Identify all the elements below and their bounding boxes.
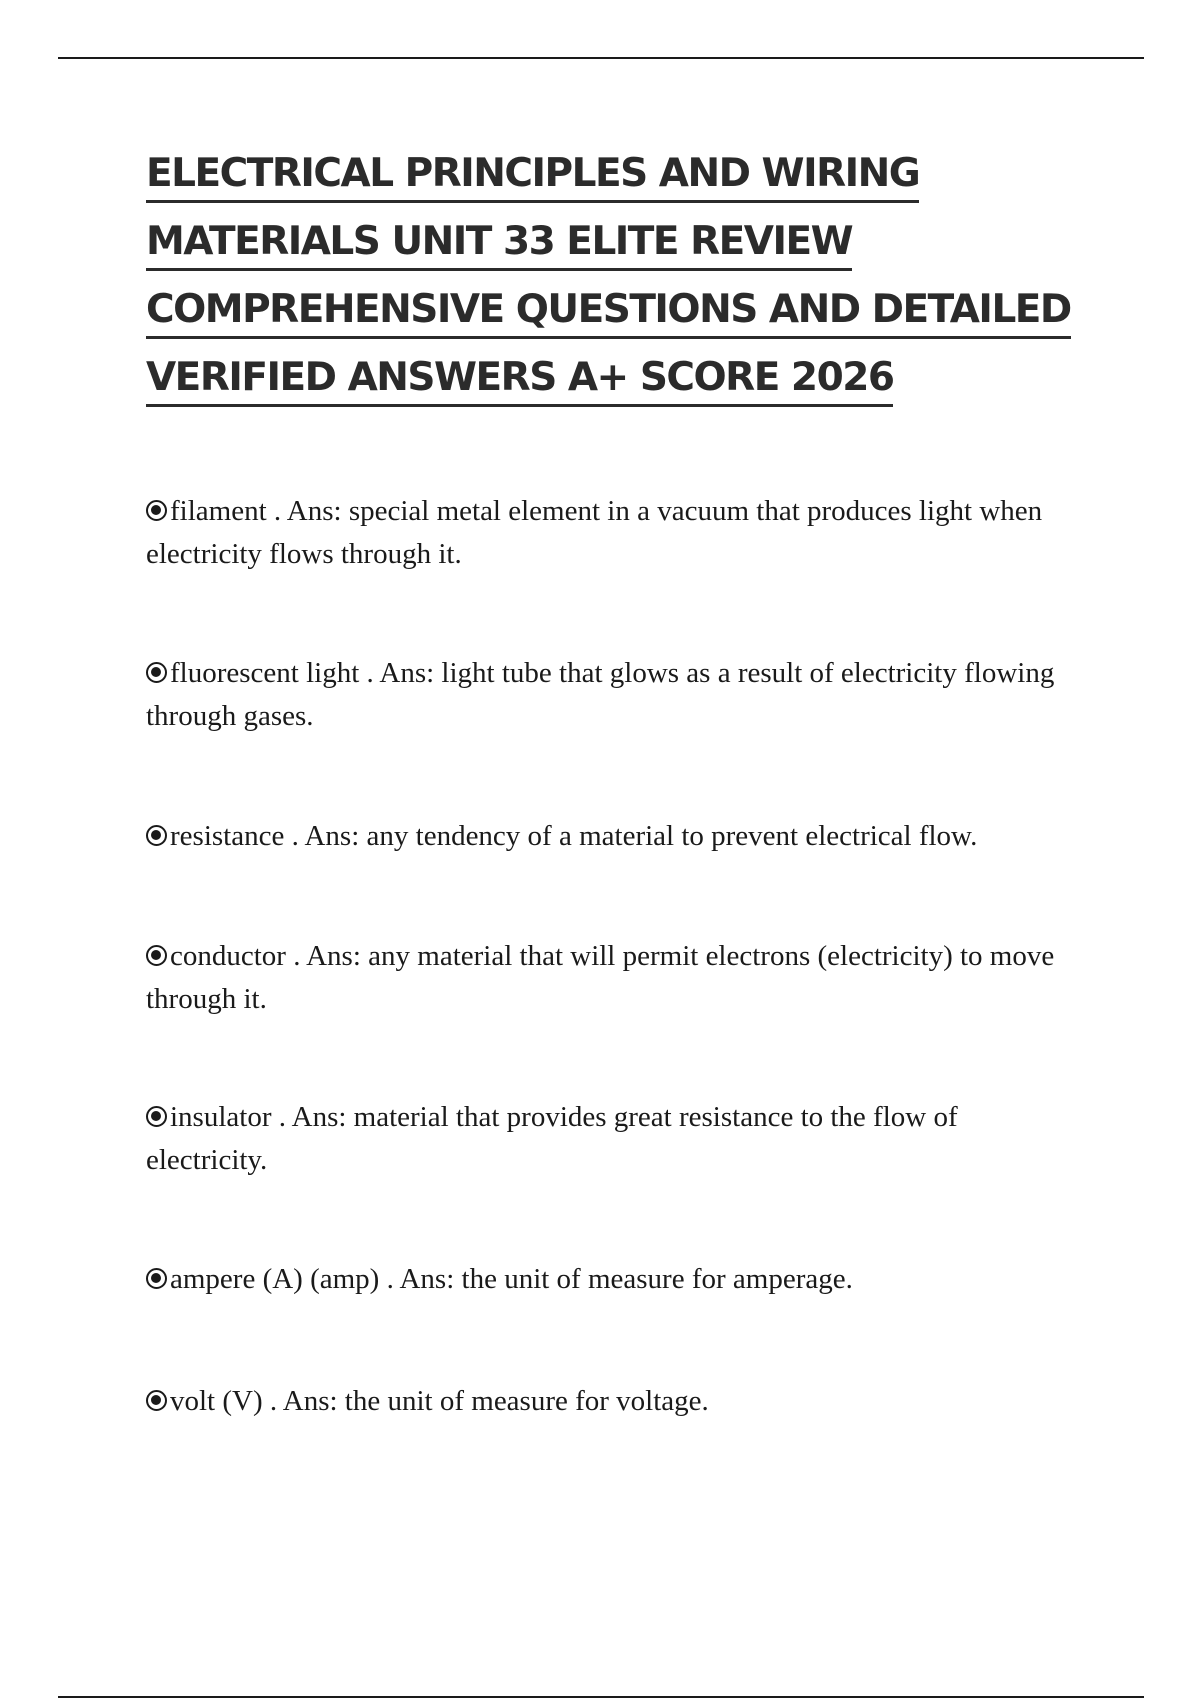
qa-text: volt (V) . Ans: the unit of measure for voltage.	[170, 1385, 709, 1417]
qa-text: conductor . Ans: any material that will permit electrons (electricity) to move through it.	[146, 940, 1055, 1015]
qa-text: filament . Ans: special metal element in a vacuum that produces light when electricity flows through it.	[146, 495, 1043, 570]
radio-bullet-icon	[146, 945, 167, 966]
qa-text: ampere (A) (amp) . Ans: the unit of measure for amperage.	[170, 1263, 853, 1295]
title-line: VERIFIED ANSWERS A+ SCORE 2026	[146, 352, 893, 407]
qa-entry	[146, 1258, 1086, 1301]
qa-entry	[146, 1096, 1086, 1182]
qa-entry	[146, 652, 1086, 738]
qa-entry	[146, 1380, 1086, 1423]
qa-text: insulator . Ans: material that provides great resistance to the flow of electricity.	[146, 1101, 958, 1176]
bottom-rule	[58, 1696, 1144, 1698]
title-line: MATERIALS UNIT 33 ELITE REVIEW	[146, 216, 852, 271]
qa-entry	[146, 935, 1086, 1021]
qa-text: fluorescent light . Ans: light tube that glows as a result of electricity flowing through gases.	[146, 657, 1055, 732]
document-title	[146, 140, 1086, 412]
radio-bullet-icon	[146, 1106, 167, 1127]
radio-bullet-icon	[146, 825, 167, 846]
title-line: ELECTRICAL PRINCIPLES AND WIRING	[146, 148, 919, 203]
qa-entry	[146, 490, 1086, 576]
radio-bullet-icon	[146, 662, 167, 683]
qa-entry	[146, 815, 1086, 858]
title-line: COMPREHENSIVE QUESTIONS AND DETAILED	[146, 284, 1071, 339]
radio-bullet-icon	[146, 1268, 167, 1289]
qa-text: resistance . Ans: any tendency of a material to prevent electrical flow.	[170, 820, 978, 852]
top-rule	[58, 57, 1144, 59]
radio-bullet-icon	[146, 500, 167, 521]
radio-bullet-icon	[146, 1390, 167, 1411]
